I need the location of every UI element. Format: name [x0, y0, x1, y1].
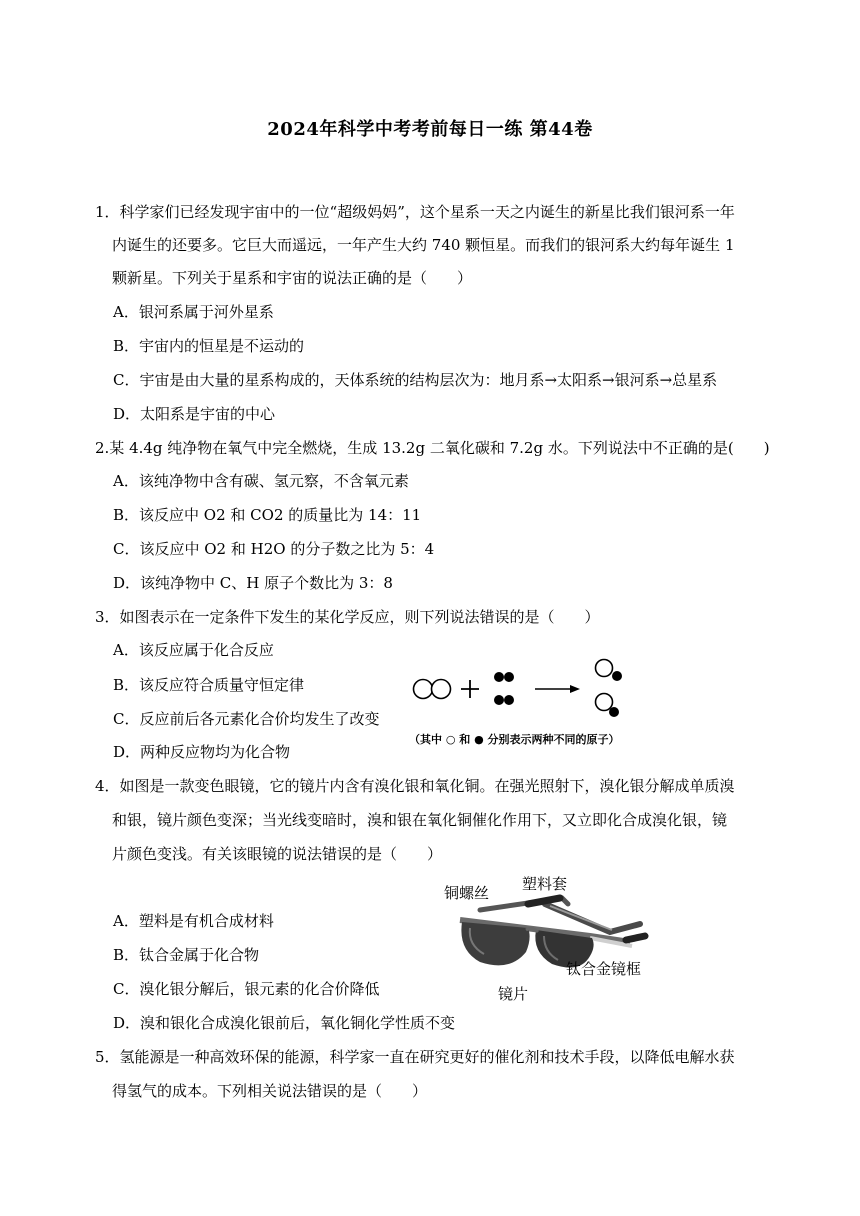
q4-stem-line-1: 4．如图是一款变色眼镜，它的镜片内含有溴化银和氧化铜。在强光照射下，溴化银分解成单质溴 [95, 777, 735, 795]
label-lens: 镜片 [498, 985, 529, 1003]
q5-stem-line-1: 5．氢能源是一种高效环保的能源，科学家一直在研究更好的催化剂和技术手段，以降低电解水获 [95, 1048, 735, 1066]
q4-option-a: A．塑料是有机合成材料 [113, 912, 274, 930]
q2-option-c: C．该反应中 O2 和 H2O 的分子数之比为 5：4 [113, 540, 435, 558]
white-atom [596, 660, 613, 677]
q4-option-b: B．钛合金属于化合物 [113, 946, 260, 964]
label-copper-screw: 铜螺丝 [444, 884, 490, 902]
q1-stem-line-2: 内诞生的还要多。它巨大而遥远，一年产生大约 740 颗恒星。而我们的银河系大约每年诞生 1 [112, 236, 735, 254]
reaction-legend: （其中 ○ 和 ● 分别表示两种不同的原子） [409, 733, 620, 746]
q3-option-d: D．两种反应物均为化合物 [113, 743, 291, 761]
q3-option-b: B．该反应符合质量守恒定律 [113, 676, 305, 694]
white-atom [432, 680, 451, 699]
q1-stem-line-1: 1．科学家们已经发现宇宙中的一位“超级妈妈”，这个星系一天之内诞生的新星比我们银河系一年 [95, 203, 735, 221]
q1-stem-line-3: 颗新星。下列关于星系和宇宙的说法正确的是（ ） [112, 269, 473, 287]
q4-option-d: D．溴和银化合成溴化银前后，氧化铜化学性质不变 [113, 1014, 456, 1032]
white-atom [414, 680, 433, 699]
q1-option-a: A．银河系属于河外星系 [113, 303, 274, 321]
q3-option-a: A．该反应属于化合反应 [113, 641, 274, 659]
q2-stem-line-1: 2.某 4.4g 纯净物在氧气中完全燃烧，生成 13.2g 二氧化碳和 7.2g 水。下列说法中不正确的是( ) [95, 439, 770, 457]
black-atom [504, 695, 514, 705]
black-atom [504, 672, 514, 682]
q2-option-b: B．该反应中 O2 和 CO2 的质量比为 14：11 [113, 506, 422, 524]
q4-stem-line-2: 和银，镜片颜色变深；当光线变暗时，溴和银在氧化铜催化作用下，又立即化合成溴化银，镜 [112, 811, 728, 829]
black-atom [494, 695, 504, 705]
q5-stem-line-2: 得氢气的成本。下列相关说法错误的是（ ） [112, 1082, 428, 1100]
q2-option-a: A．该纯净物中含有碳、氢元察，不含氧元素 [113, 472, 409, 490]
q1-option-b: B．宇宙内的恒星是不运动的 [113, 337, 305, 355]
white-atom [596, 694, 613, 711]
page-title: 2024年科学中考考前每日一练 第44卷 [267, 119, 593, 140]
q3-option-c: C．反应前后各元素化合价均发生了改变 [113, 710, 380, 728]
q4-stem-line-3: 片颜色变浅。有关该眼镜的说法错误的是（ ） [112, 845, 443, 863]
q1-option-c: C．宇宙是由大量的星系构成的，天体系统的结构层次为：地月系→太阳系→银河系→总星系 [113, 371, 718, 389]
label-plastic-sleeve: 塑料套 [522, 875, 568, 893]
arrow-head-icon [570, 685, 580, 693]
label-titanium-frame: 钛合金镜框 [566, 960, 642, 978]
q3-stem-line-1: 3．如图表示在一定条件下发生的某化学反应，则下列说法错误的是（ ） [95, 608, 600, 626]
black-atom [609, 707, 619, 717]
q4-option-c: C．溴化银分解后，银元素的化合价降低 [113, 980, 380, 998]
black-atom [612, 671, 622, 681]
q1-option-d: D．太阳系是宇宙的中心 [113, 405, 276, 423]
black-atom [494, 672, 504, 682]
q2-option-d: D．该纯净物中 C、H 原子个数比为 3：8 [113, 574, 393, 592]
